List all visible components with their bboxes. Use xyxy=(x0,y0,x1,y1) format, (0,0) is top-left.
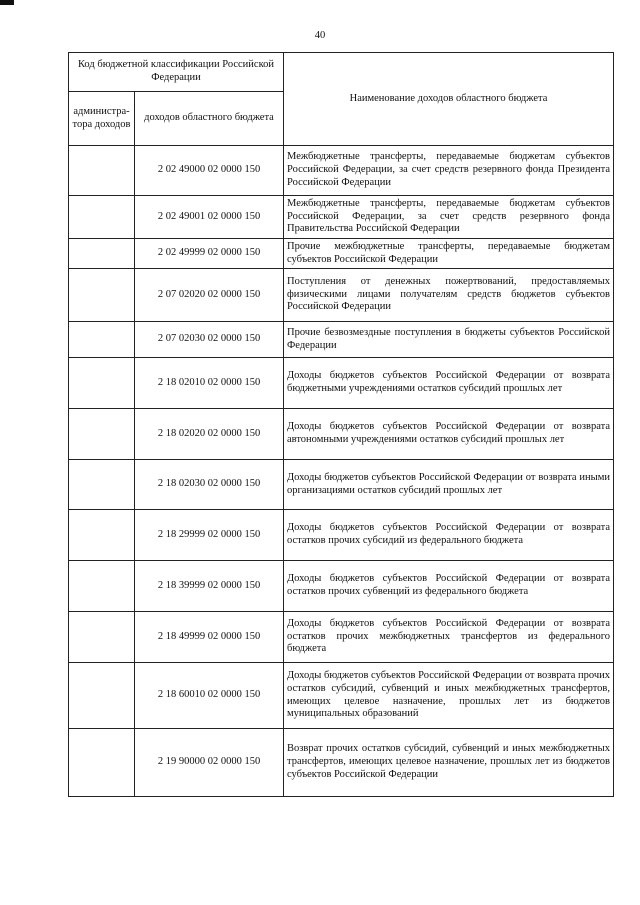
code-cell: 2 18 02020 02 0000 150 xyxy=(135,409,284,460)
admin-cell xyxy=(69,239,135,269)
admin-cell xyxy=(69,269,135,322)
header-revenue-name: Наименование доходов областного бюджета xyxy=(284,53,614,146)
admin-cell xyxy=(69,510,135,561)
header-classification-code: Код бюджетной классификации Российской Федерации xyxy=(69,53,284,92)
name-cell: Поступления от денежных пожертвований, предоставляемых физическими лицами получателям средств бюджетов субъектов Российской Федерации xyxy=(284,269,614,322)
admin-cell xyxy=(69,196,135,239)
table-row xyxy=(69,409,614,460)
name-cell: Доходы бюджетов субъектов Российской Федерации от возврата прочих остатков субсидий, субвенций и иных межбюджетных трансфертов, имеющих целевое назначение, прошлых лет из бюджетов муниципальных образований xyxy=(284,663,614,729)
admin-cell xyxy=(69,322,135,358)
header-administrator: администра-тора доходов xyxy=(69,92,135,146)
admin-cell xyxy=(69,612,135,663)
table-row xyxy=(69,196,614,239)
code-cell: 2 02 49001 02 0000 150 xyxy=(135,196,284,239)
table-row xyxy=(69,729,614,797)
name-cell: Доходы бюджетов субъектов Российской Федерации от возврата остатков прочих субвенций из федерального бюджета xyxy=(284,561,614,612)
code-cell: 2 19 90000 02 0000 150 xyxy=(135,729,284,797)
admin-cell xyxy=(69,146,135,196)
name-cell: Доходы бюджетов субъектов Российской Федерации от возврата остатков прочих субсидий из федерального бюджета xyxy=(284,510,614,561)
table-row xyxy=(69,322,614,358)
admin-cell xyxy=(69,358,135,409)
name-cell: Доходы бюджетов субъектов Российской Федерации от возврата остатков прочих межбюджетных трансфертов из федерального бюджета xyxy=(284,612,614,663)
revenue-classification-table xyxy=(68,52,614,797)
table-row xyxy=(69,612,614,663)
code-cell: 2 18 02010 02 0000 150 xyxy=(135,358,284,409)
code-cell: 2 18 02030 02 0000 150 xyxy=(135,460,284,510)
name-cell: Межбюджетные трансферты, передаваемые бюджетам субъектов Российской Федерации, за счет средств резервного фонда Правительства Российской Федерации xyxy=(284,196,614,239)
name-cell: Доходы бюджетов субъектов Российской Федерации от возврата бюджетными учреждениями остатков субсидий прошлых лет xyxy=(284,358,614,409)
header-regional-revenue: доходов областного бюджета xyxy=(135,92,284,146)
table-row xyxy=(69,146,614,196)
table-row xyxy=(69,239,614,269)
code-cell: 2 18 49999 02 0000 150 xyxy=(135,612,284,663)
corner-scan-mark xyxy=(0,0,14,5)
code-cell: 2 18 60010 02 0000 150 xyxy=(135,663,284,729)
table-row xyxy=(69,269,614,322)
admin-cell xyxy=(69,460,135,510)
table-row xyxy=(69,510,614,561)
admin-cell xyxy=(69,561,135,612)
table-row xyxy=(69,561,614,612)
name-cell: Межбюджетные трансферты, передаваемые бюджетам субъектов Российской Федерации, за счет средств резервного фонда Президента Российской Федерации xyxy=(284,146,614,196)
admin-cell xyxy=(69,729,135,797)
code-cell: 2 02 49000 02 0000 150 xyxy=(135,146,284,196)
name-cell: Доходы бюджетов субъектов Российской Федерации от возврата автономными учреждениями остатков субсидий прошлых лет xyxy=(284,409,614,460)
page-number: 40 xyxy=(314,30,326,41)
code-cell: 2 07 02020 02 0000 150 xyxy=(135,269,284,322)
table-row xyxy=(69,460,614,510)
table-row xyxy=(69,663,614,729)
admin-cell xyxy=(69,409,135,460)
code-cell: 2 07 02030 02 0000 150 xyxy=(135,322,284,358)
code-cell: 2 18 29999 02 0000 150 xyxy=(135,510,284,561)
admin-cell xyxy=(69,663,135,729)
name-cell: Возврат прочих остатков субсидий, субвенций и иных межбюджетных трансфертов, имеющих целевое назначение, прошлых лет из бюджетов субъектов Российской Федерации xyxy=(284,729,614,797)
table-row xyxy=(69,358,614,409)
name-cell: Доходы бюджетов субъектов Российской Федерации от возврата иными организациями остатков субсидий прошлых лет xyxy=(284,460,614,510)
code-cell: 2 02 49999 02 0000 150 xyxy=(135,239,284,269)
name-cell: Прочие безвозмездные поступления в бюджеты субъектов Российской Федерации xyxy=(284,322,614,358)
name-cell: Прочие межбюджетные трансферты, передаваемые бюджетам субъектов Российской Федерации xyxy=(284,239,614,269)
code-cell: 2 18 39999 02 0000 150 xyxy=(135,561,284,612)
